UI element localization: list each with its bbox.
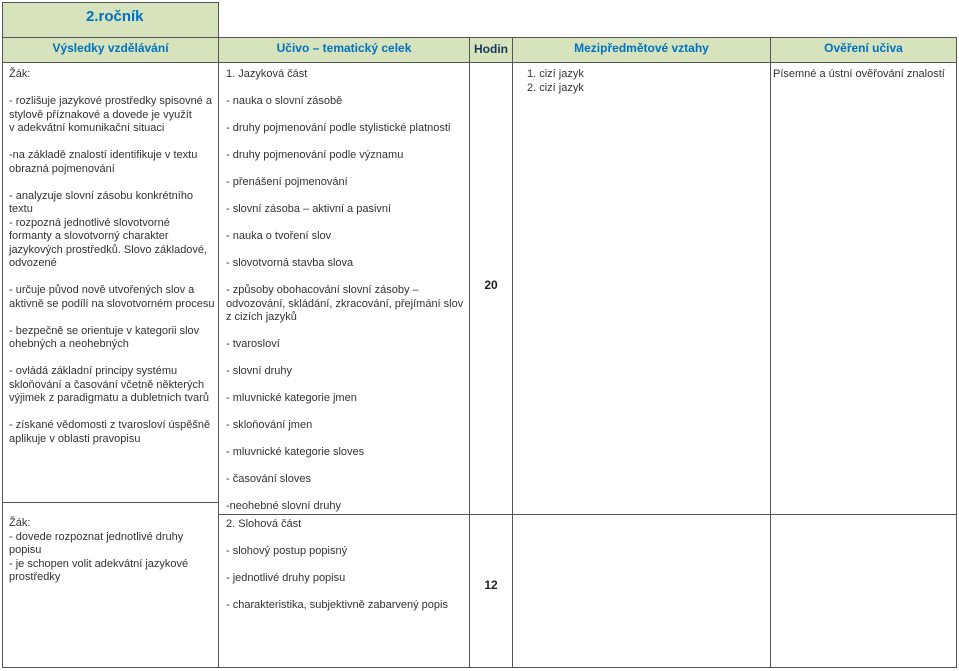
curriculum-item: - nauka o tvoření slov	[226, 230, 332, 242]
outcome-line: prostředky	[9, 571, 61, 583]
curriculum-item: - charakteristika, subjektivně zabarvený popis	[226, 599, 448, 611]
grade-title: 2.ročník	[2, 2, 219, 38]
curriculum-item: - způsoby obohacování slovní zásoby – odvozování, skládání, zkracování, přejímání slov z cizích jazyků	[226, 284, 464, 323]
verification-text: Písemné a ústní ověřování znalostí	[773, 68, 945, 80]
curriculum-item: - slovní zásoba – aktivní a pasivní	[226, 203, 392, 215]
student-label: Žák:	[9, 517, 31, 529]
header-curriculum: Učivo – tematický celek	[218, 37, 470, 63]
section2-hours: 12	[469, 514, 513, 668]
outcome-item: - rozlišuje jazykové prostředky spisovné a stylově příznakové a dovede je využít v adekvátní komunikační situaci	[9, 95, 212, 134]
section2-outcomes	[2, 502, 219, 668]
curriculum-item: - slohový postup popisný	[226, 545, 348, 557]
header-hours: Hodin	[469, 37, 513, 63]
cross-subject-item: 1. cizí jazyk	[527, 68, 584, 80]
curriculum-item: - jednotlivé druhy popisu	[226, 572, 346, 584]
curriculum-item: - slovotvorná stavba slova	[226, 257, 354, 269]
section1-curriculum	[218, 62, 470, 515]
outcome-line: - je schopen volit adekvátní jazykové	[9, 557, 189, 570]
curriculum-item: - slovní druhy	[226, 365, 293, 377]
curriculum-heading: 1. Jazyková část	[226, 68, 308, 80]
header-cross-subject: Mezipředmětové vztahy	[512, 37, 771, 63]
outcome-line: - dovede rozpoznat jednotlivé druhy	[9, 530, 184, 543]
curriculum-item: - mluvnické kategorie sloves	[226, 446, 365, 458]
curriculum-item: -neohebné slovní druhy	[226, 500, 341, 512]
curriculum-item: - přenášení pojmenování	[226, 176, 348, 188]
curriculum-item: - druhy pojmenování podle stylistické platnosti	[226, 122, 451, 134]
student-label: Žák:	[9, 68, 31, 80]
curriculum-item: - skloňování jmen	[226, 419, 313, 431]
outcome-item: - získané vědomosti z tvarosloví úspěšně aplikuje v oblasti pravopisu	[9, 419, 211, 445]
section2-curriculum	[218, 514, 470, 668]
section1-outcomes	[2, 62, 219, 503]
header-verification: Ověření učiva	[770, 37, 957, 63]
curriculum-item: - časování sloves	[226, 473, 311, 485]
outcome-item: -na základě znalostí identifikuje v textu obrazná pojmenování	[9, 149, 198, 175]
outcome-item: - určuje původ nově utvořených slov a aktivně se podílí na slovotvorném procesu	[9, 284, 215, 310]
section2-cross-subject	[512, 514, 771, 668]
section2-verification	[770, 514, 957, 668]
curriculum-item: - mluvnické kategorie jmen	[226, 392, 357, 404]
curriculum-heading: 2. Slohová část	[226, 518, 302, 530]
outcome-item: - ovládá základní principy systému skloňování a časování včetně některých výjimek z paradigmatu a dubletních tvarů	[9, 365, 209, 404]
header-outcomes: Výsledky vzdělávání	[2, 37, 219, 63]
outcome-item: - bezpečně se orientuje v kategorii slov ohebných a neohebných	[9, 324, 200, 350]
outcome-line: popisu	[9, 544, 42, 556]
cross-subject-item: 2. cizí jazyk	[527, 81, 584, 94]
section1-cross-subject	[512, 62, 771, 515]
outcome-item: - analyzuje slovní zásobu konkrétního textu - rozpozná jednotlivé slovotvorné formanty a slovotvorný charakter jazykových prostředků. Slovo základové, odvozené	[9, 189, 208, 269]
section1-hours: 20	[469, 62, 513, 515]
curriculum-item: - tvarosloví	[226, 338, 280, 350]
section1-verification	[770, 62, 957, 515]
curriculum-item: - druhy pojmenování podle významu	[226, 149, 404, 161]
curriculum-item: - nauka o slovní zásobě	[226, 95, 343, 107]
